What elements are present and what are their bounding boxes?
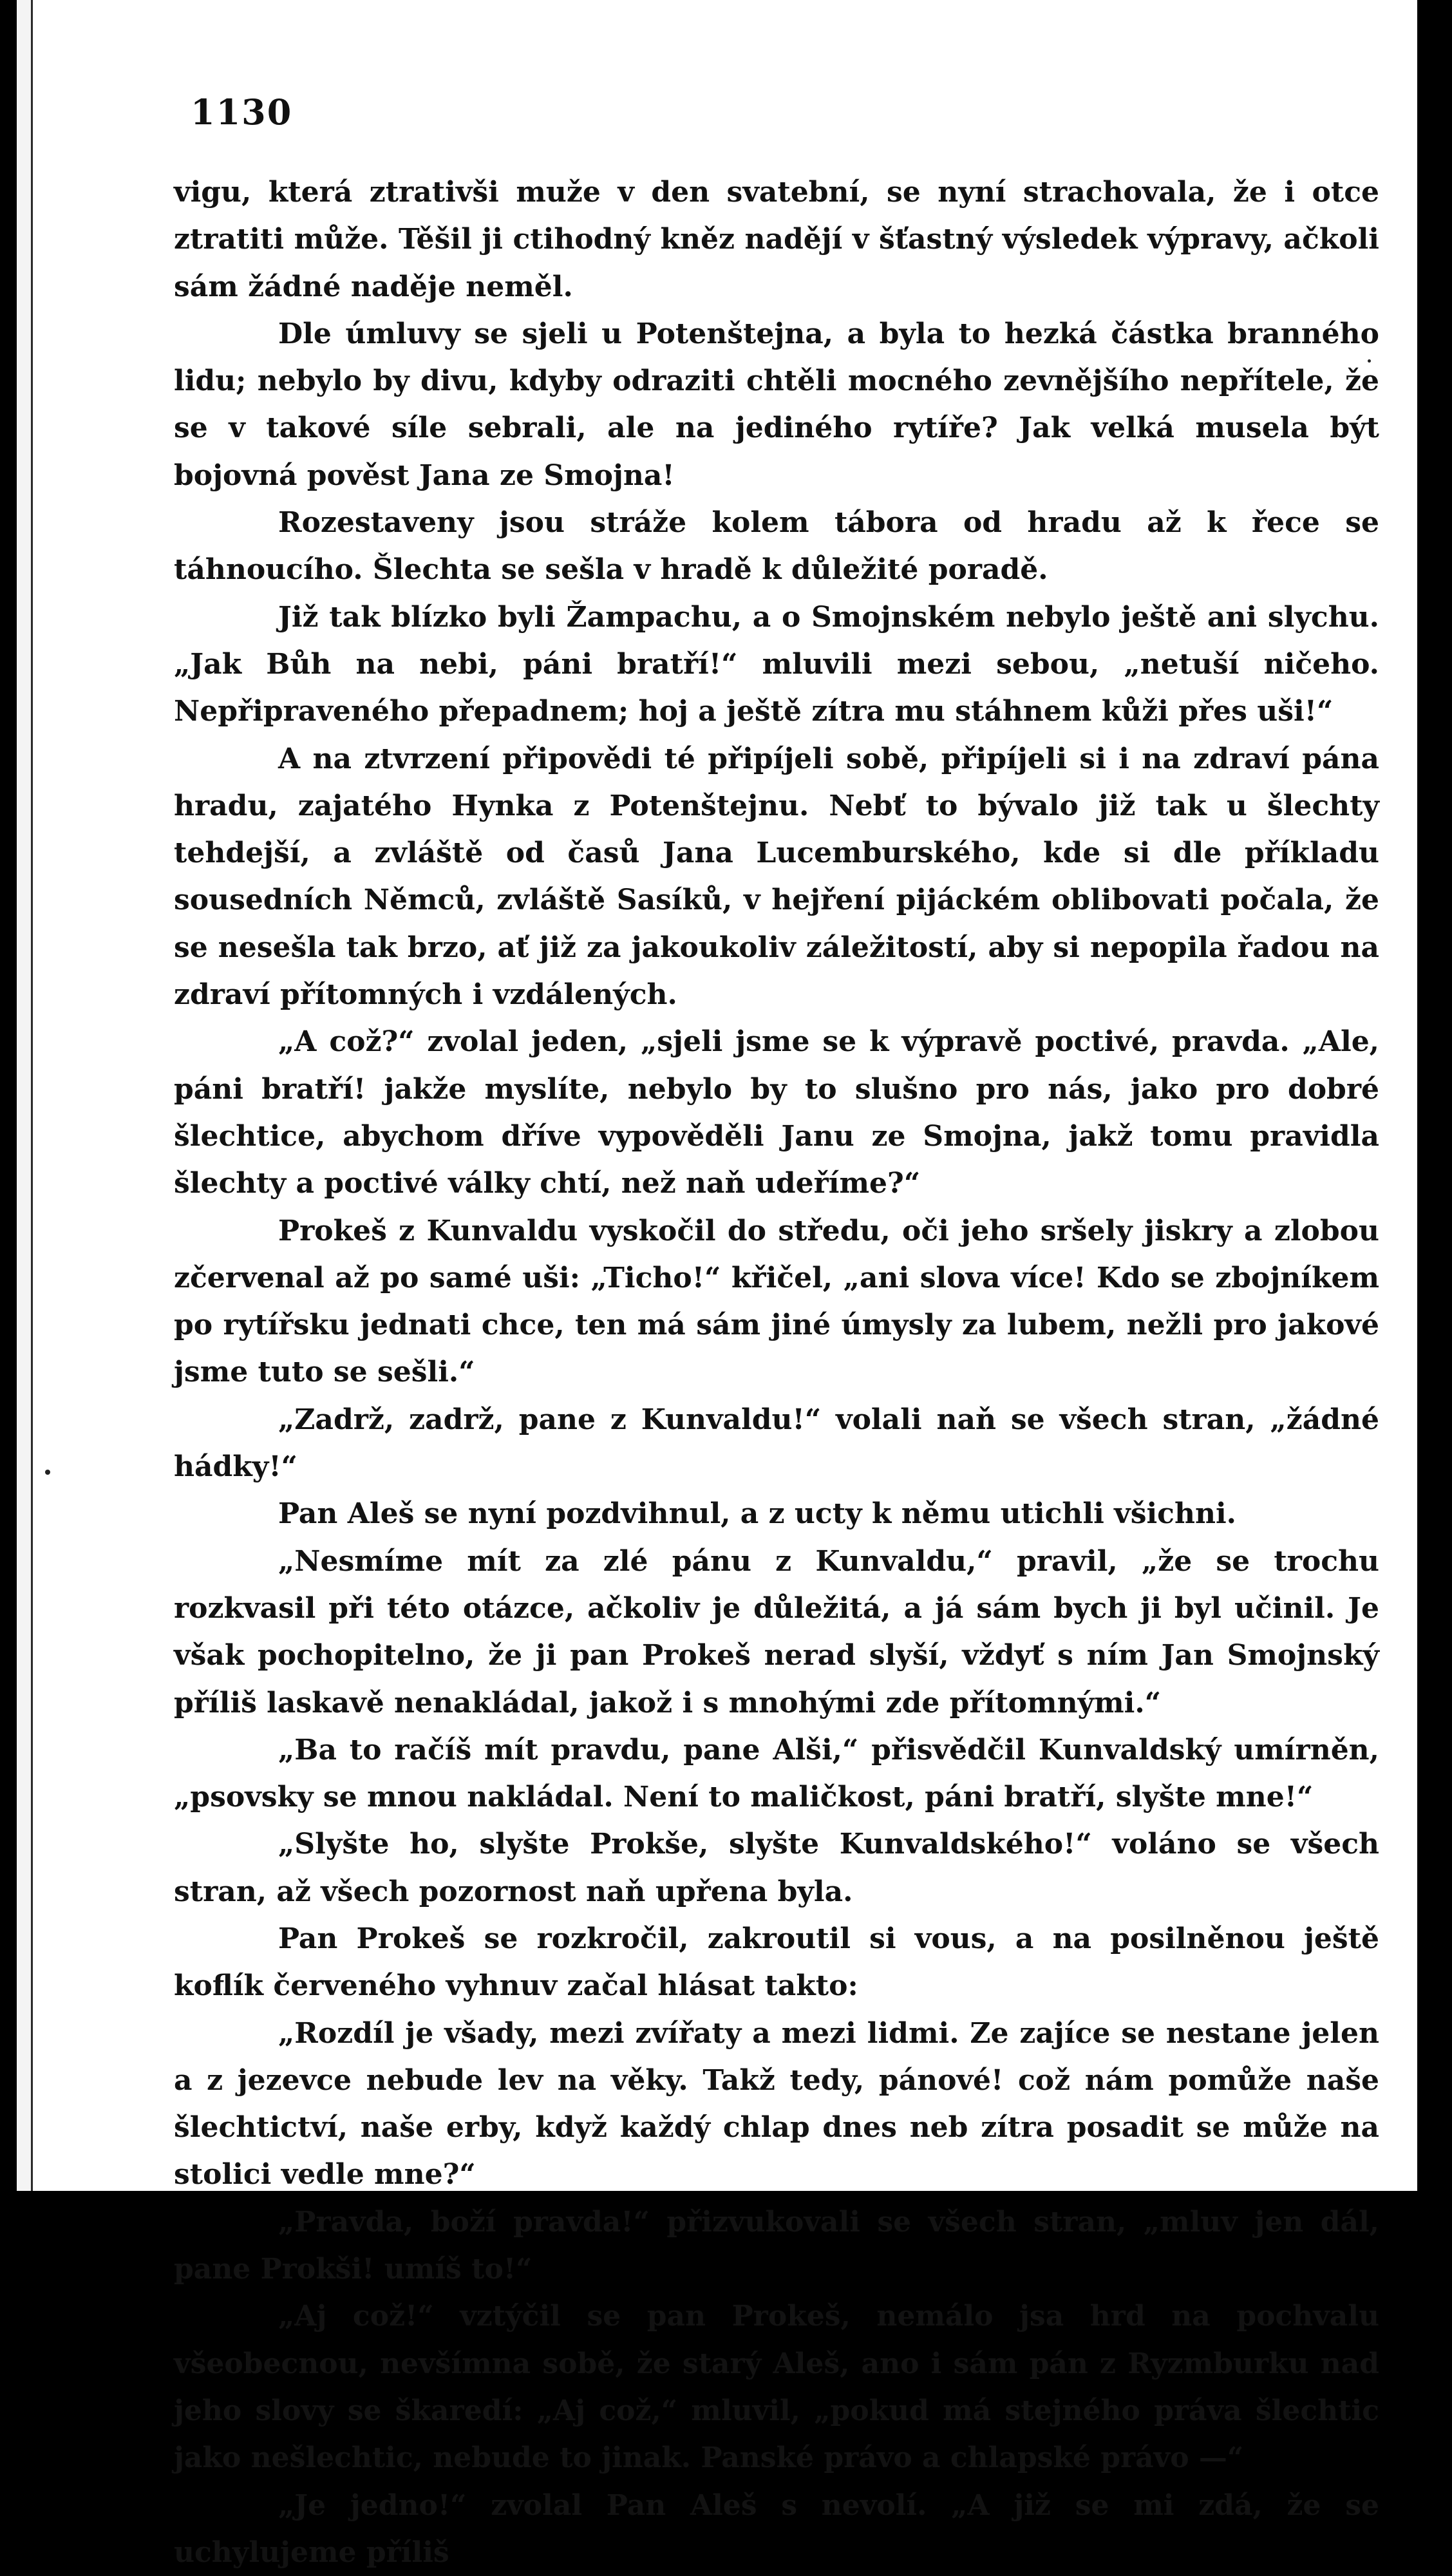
- paragraph: „Aj což!“ vztýčil se pan Prokeš, nemálo jsa hrd na pochvalu všeobecnou, nevšímna sobě, že starý Aleš, ano i sám pán z Ryzmburku nad jeho slovy se škaredí: „Aj což,“ mluvil, „pokud má stejného práva šlechtic jako nešlechtic, nebude to jinak. Panské právo a chlapské právo —“: [174, 2300, 1379, 2475]
- paragraph: Dle úmluvy se sjeli u Potenštejna, a byla to hezká částka branného lidu; nebylo by divu, kdyby odraziti chtěli mocného zevnějšího nepřítele, že se v takové síle sebrali, ale na jediného rytíře? Jak velká musela být bojovná pověst Jana ze Smojna!: [174, 317, 1379, 492]
- paragraph: „Ba to račíš mít pravdu, pane Alši,“ přisvědčil Kunvaldský umírněn, „psovsky se mnou nakládal. Není to maličkost, páni bratří, slyšte mne!“: [174, 1733, 1379, 1814]
- print-speck: [45, 1470, 50, 1475]
- paragraph: „Je jedno!“ zvolal Pan Aleš s nevolí. „A již se mi zdá, že se uchylujeme příliš: [174, 2488, 1379, 2569]
- paragraph: Rozestaveny jsou stráže kolem tábora od hradu až k řece se táhnoucího. Šlechta se sešla v hradě k důležité poradě.: [174, 506, 1379, 587]
- paragraph: „Slyšte ho, slyšte Prokše, slyšte Kunvaldského!“ voláno se všech stran, až všech pozornost naň upřena byla.: [174, 1828, 1379, 1908]
- book-page: [17, 0, 1435, 2569]
- paragraph: „Pravda, boží pravda!“ přizvukovali se všech stran, „mluv jen dál, pane Prokši! umíš to!“: [174, 2205, 1379, 2286]
- paragraph: vigu, která ztrativši muže v den svatební, se nyní strachovala, že i otce ztratiti může. Těšil ji ctihodný kněz nadějí v šťastný výsledek výpravy, ačkoli sám žádné naděje neměl.: [174, 176, 1379, 303]
- paragraph: „Zadrž, zadrž, pane z Kunvaldu!“ volali naň se všech stran, „žádné hádky!“: [174, 1403, 1379, 1484]
- page-right-border: [1417, 0, 1435, 2191]
- paragraph: A na ztvrzení připovědi té připíjeli sobě, připíjeli si i na zdraví pána hradu, zajatého Hynka z Potenštejnu. Nebť to bývalo již tak u šlechty tehdejší, a zvláště od časů Jana Lucemburského, kde si dle příkladu sousedních Němců, zvláště Sasíků, v hejření pijáckém oblibovati počala, že se nesešla tak brzo, ať již za jakoukoliv záležitostí, aby si nepopila řadou na zdraví přítomných i vzdálených.: [174, 742, 1379, 1012]
- page-text-body: [174, 169, 1379, 2576]
- paragraph: Již tak blízko byli Žampachu, a o Smojnském nebylo ještě ani slychu. „Jak Bůh na nebi, páni bratří!“ mluvili mezi sebou, „netuší ničeho. Nepřipraveného přepadnem; hoj a ještě zítra mu stáhnem kůži přes uši!“: [174, 600, 1379, 728]
- paragraph: „A což?“ zvolal jeden, „sjeli jsme se k výpravě poctivé, pravda. „Ale, páni bratří! jakže myslíte, nebylo by to slušno pro nás, jako pro dobré šlechtice, abychom dříve vypověděli Janu ze Smojna, jakž tomu pravidla šlechty a poctivé války chtí, než naň udeříme?“: [174, 1025, 1379, 1200]
- page-spine-edge: [17, 0, 33, 2191]
- paragraph: Prokeš z Kunvaldu vyskočil do středu, oči jeho sršely jiskry a zlobou zčervenal až po samé uši: „Ticho!“ křičel, „ani slova více! Kdo se zbojníkem po rytířsku jednati chce, ten má sám jiné úmysly za lubem, nežli pro jakové jsme tuto se sešli.“: [174, 1214, 1379, 1389]
- paragraph: Pan Aleš se nyní pozdvihnul, a z ucty k němu utichli všichni.: [278, 1497, 1236, 1531]
- paragraph: „Nesmíme mít za zlé pánu z Kunvaldu,“ pravil, „že se trochu rozkvasil při této otázce, ačkoliv je důležitá, a já sám bych ji byl učinil. Je však pochopitelno, že ji pan Prokeš nerad slyší, vždyť s ním Jan Smojnský příliš laskavě nenakládal, jakož i s mnohými zde přítomnými.“: [174, 1544, 1379, 1719]
- paragraph: „Rozdíl je všady, mezi zvířaty a mezi lidmi. Ze zajíce se nestane jelen a z jezevce nebude lev na věky. Takž tedy, pánové! což nám pomůže naše šlechtictví, naše erby, když každý chlap dnes neb zítra posadit se může na stolici vedle mne?“: [174, 2016, 1379, 2192]
- print-speck: [1368, 359, 1371, 363]
- paragraph: Pan Prokeš se rozkročil, zakroutil si vous, a na posilněnou ještě koflík červeného vyhnuv začal hlásat takto:: [174, 1922, 1379, 2003]
- page-number: 1130: [191, 91, 293, 133]
